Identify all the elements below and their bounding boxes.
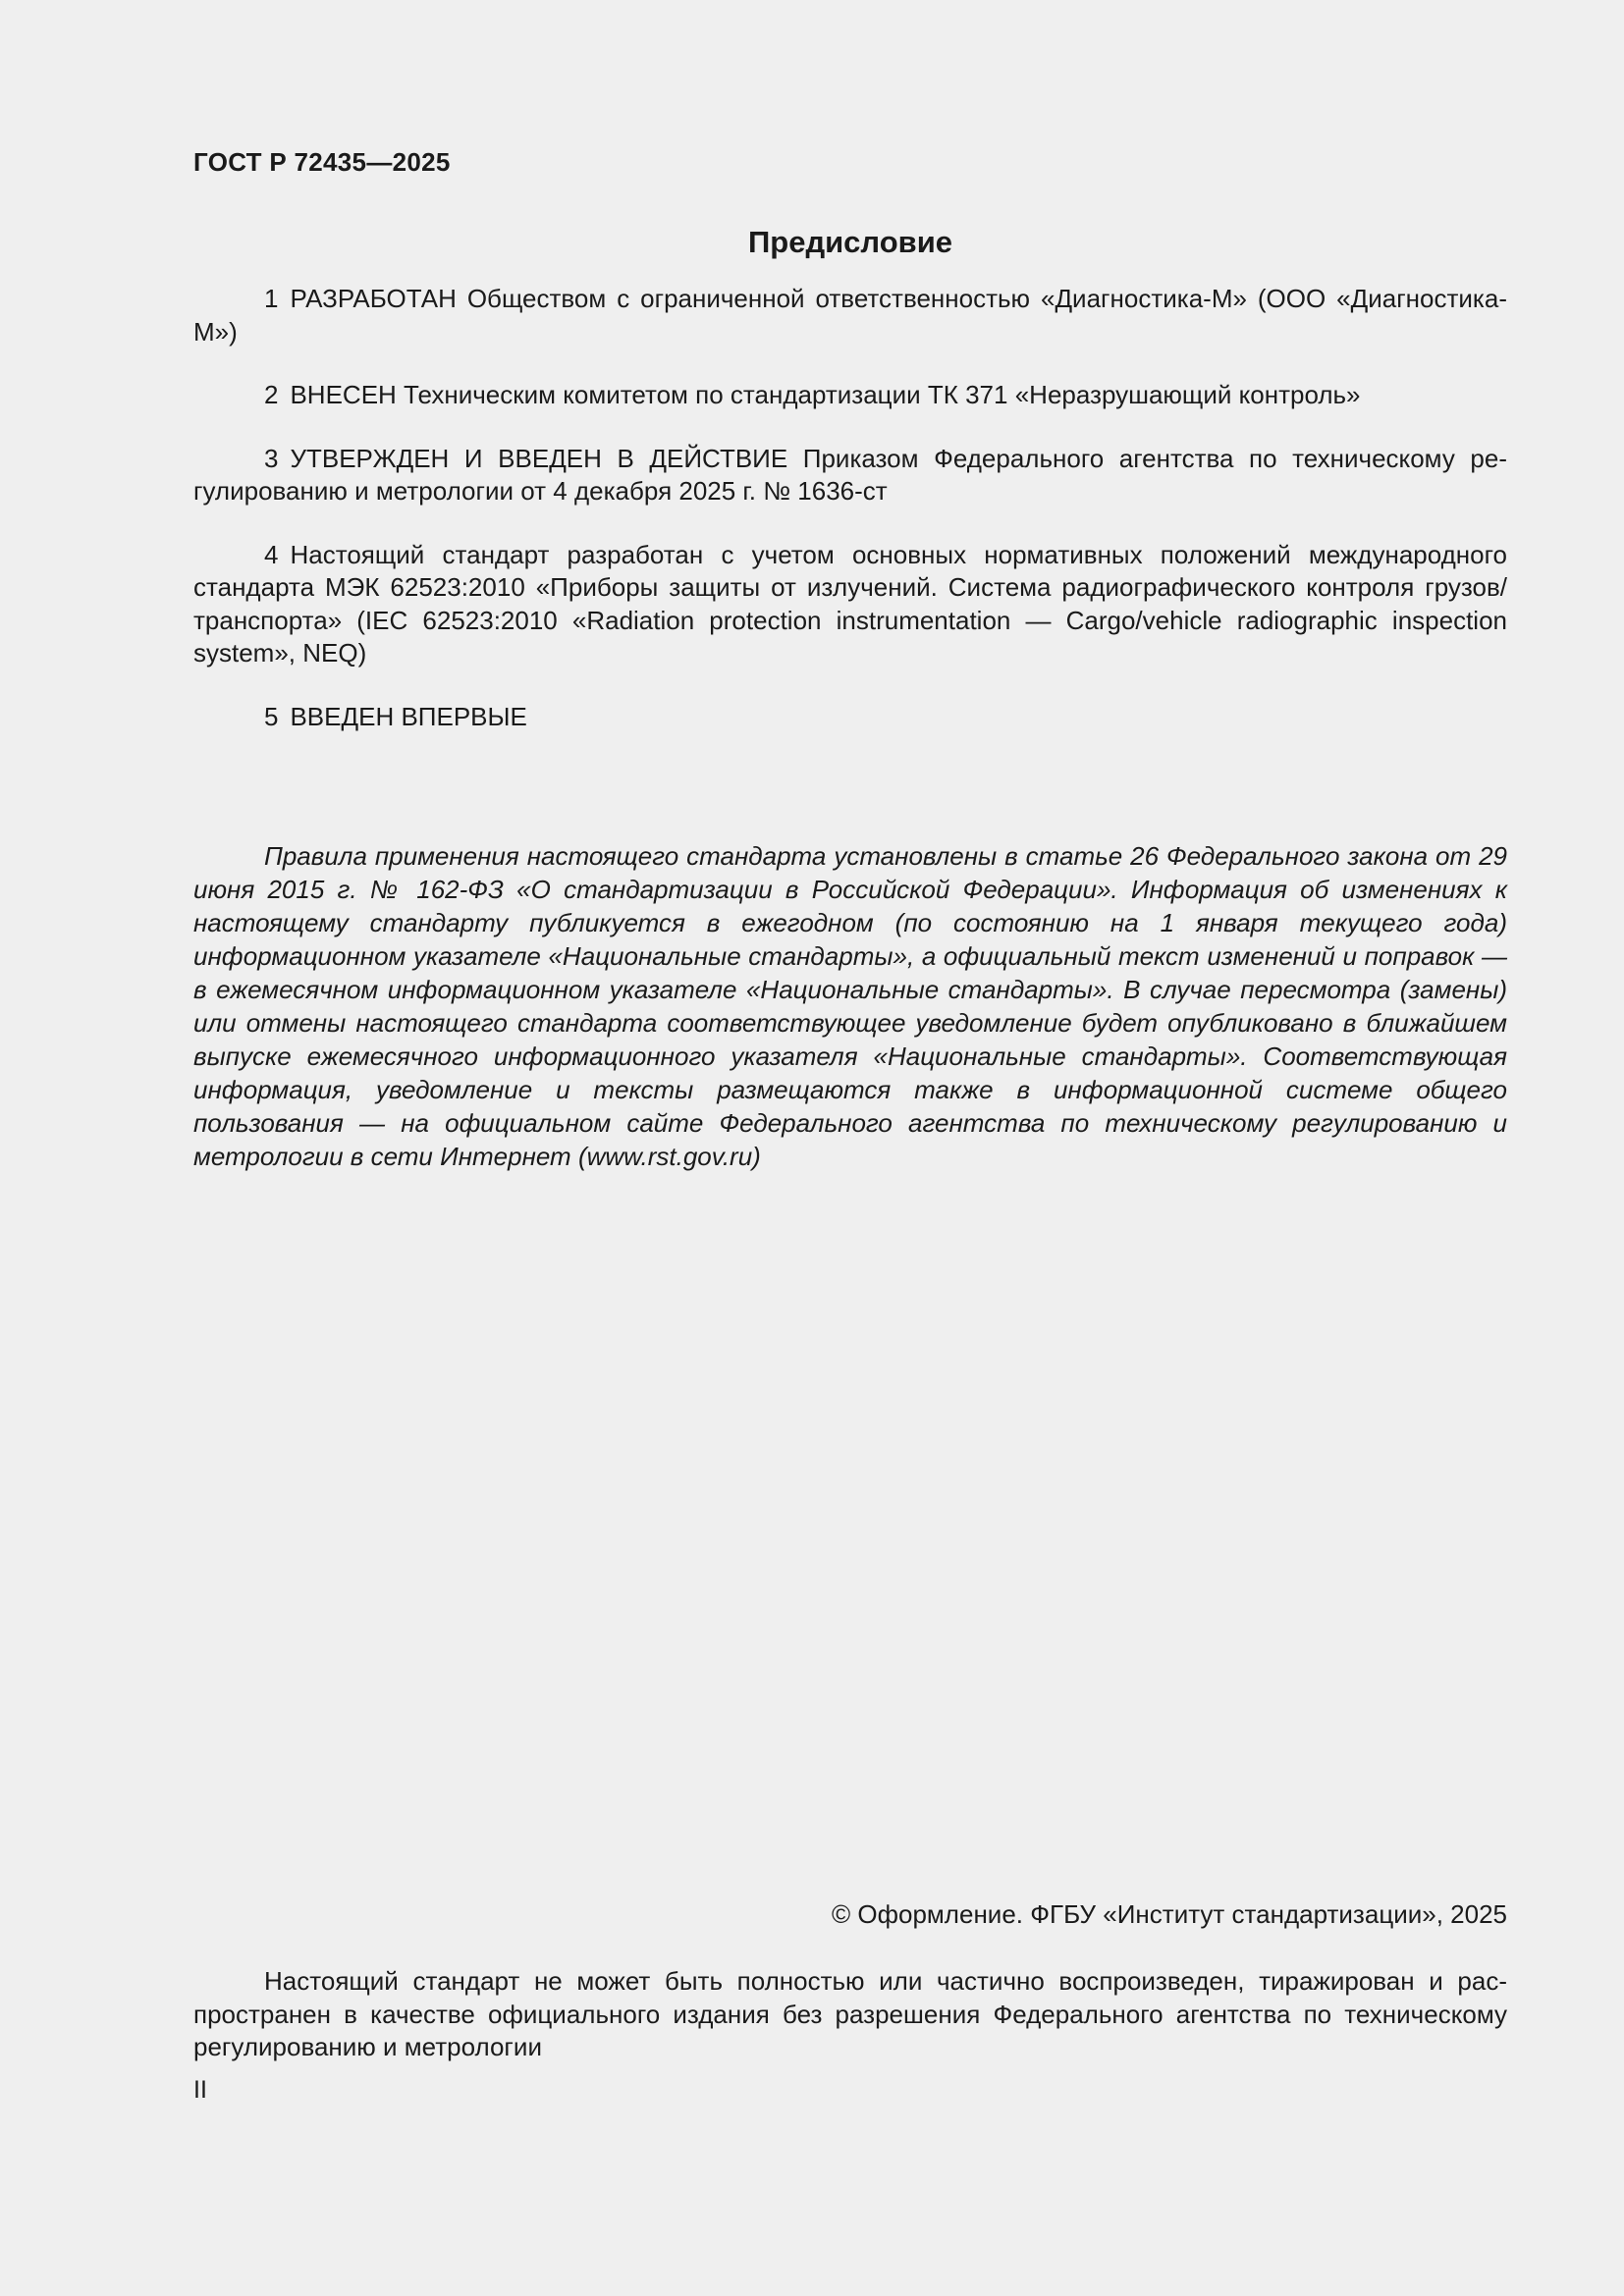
document-page	[193, 0, 1507, 2296]
page-number: II	[193, 2076, 207, 2104]
item-number: 5	[264, 701, 279, 731]
item-text: Настоящий стандарт разработан с учетом основных нормативных положений международного стандарта МЭК 62523:2010 «Приборы защиты от излучений. Система радиографического контроля грузов/транспорта» (IEC 62523:2010 «Radiation protection instrumentation — Cargo/vehicle radiographic inspection system», NEQ)	[193, 539, 1507, 667]
application-rules-notice: Правила применения настоящего стандарта установлены в статье 26 Федерального закона от 29 июня 2015 г. № 162-ФЗ «О стандартизации в Российской Федерации». Информация об изменениях к настоящему стандарту публикуется в ежегодном (по состоянию на 1 января текущего года) информационном указателе «Национальные стандарты», а официальный текст изменений и поправок — в ежемесячном информационном указателе «Национальные стандарты». В случае пересмотра (замены) или отмены настоящего стандарта соответствующее уведомление будет опубликовано в ближайшем выпуске ежемесячного информационного указателя «Национальные стандарты». Соответствующая информация, уведомление и тексты размещаются также в информационной системе общего пользования — на официальном сайте Федерального агентства по техническому регулированию и метрологии в сети Интернет (www.rst.gov.ru)	[193, 841, 1507, 1171]
item-text: РАЗРАБОТАН Обществом с ограниченной ответственностью «Диагностика-М» (ООО «Диагностика-М»)	[193, 284, 1507, 347]
reproduction-notice: Настоящий стандарт не может быть полностью или частично воспроизведен, тиражирован и распространен в качестве официального издания без разрешения Федерального агентства по техническому регулированию и метрологии	[193, 1966, 1507, 2061]
item-number: 4	[264, 539, 279, 569]
preface-title: Предисловие	[747, 225, 952, 259]
document-code: ГОСТ Р 72435—2025	[193, 147, 451, 177]
item-number: 3	[264, 443, 279, 473]
preface-item	[193, 379, 1507, 412]
item-number: 2	[264, 380, 279, 409]
item-text: ВВЕДЕН ВПЕРВЫЕ	[290, 701, 527, 731]
preface-items	[193, 283, 1507, 764]
item-text: ВНЕСЕН Техническим комитетом по стандартизации ТК 371 «Неразрушающий контроль»	[290, 380, 1361, 409]
preface-item	[193, 283, 1507, 348]
preface-item	[193, 701, 1507, 734]
preface-item	[193, 539, 1507, 670]
item-text: УТВЕРЖДЕН И ВВЕДЕН В ДЕЙСТВИЕ Приказом Федерального агентства по техническому регулированию и метрологии от 4 декабря 2025 г. № 1636-ст	[193, 443, 1507, 506]
item-number: 1	[264, 284, 279, 313]
copyright-line: © Оформление. ФГБУ «Институт стандартизации», 2025	[832, 1899, 1507, 1929]
preface-item	[193, 443, 1507, 508]
